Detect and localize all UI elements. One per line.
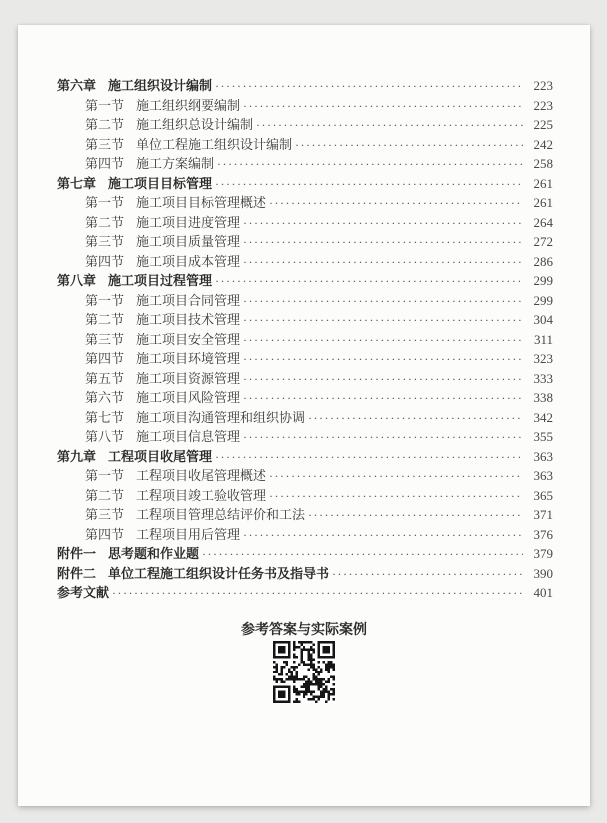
dot-leader (243, 214, 523, 234)
toc-entry-title: 施工项目目标管理概述 (136, 195, 267, 210)
toc-entry-title: 施工项目过程管理 (108, 273, 213, 288)
dot-leader (269, 487, 523, 507)
toc-entry-number: 第七章 (57, 175, 97, 191)
dot-leader (112, 584, 523, 604)
toc-entry-page: 223 (533, 78, 553, 93)
toc-entry-page: 376 (533, 526, 553, 542)
toc-entry-title: 工程项目用后管理 (136, 526, 241, 542)
toc-entry-title: 施工项目质量管理 (136, 234, 241, 249)
answers-section-heading: 参考答案与实际案例 (241, 620, 367, 637)
toc-entry (57, 447, 553, 467)
toc-entry-number: 第一节 (85, 195, 125, 210)
toc-entry (57, 583, 553, 603)
toc-entry-title: 施工项目信息管理 (136, 429, 241, 444)
toc-entry (57, 408, 553, 428)
toc-entry-page: 365 (533, 487, 553, 503)
toc-entry-page: 225 (533, 117, 553, 132)
dot-leader (332, 565, 523, 585)
toc-entry-title: 施工项目环境管理 (136, 351, 241, 366)
toc-entry-page: 242 (533, 136, 553, 152)
toc-entry-page: 371 (533, 507, 553, 522)
toc-entry-page: 379 (533, 546, 553, 561)
dot-leader (243, 311, 523, 331)
toc-entry (57, 213, 553, 233)
dot-leader (243, 253, 523, 273)
dot-leader (308, 506, 523, 526)
dot-leader (308, 409, 523, 429)
toc-entry-title: 施工项目安全管理 (136, 331, 241, 347)
toc-entry (57, 310, 553, 330)
toc-entry-page: 363 (533, 468, 553, 483)
toc-entry-title: 工程项目管理总结评价和工法 (136, 507, 306, 522)
toc-entry-number: 第四节 (85, 351, 125, 366)
toc-entry (57, 330, 553, 350)
toc-entry-number: 第二节 (85, 117, 125, 132)
toc-entry-title: 单位工程施工组织设计任务书及指导书 (108, 565, 330, 581)
toc-entry-page: 355 (533, 429, 553, 444)
dot-leader (215, 448, 523, 468)
toc-entry (57, 135, 553, 155)
toc-entry-number: 第五节 (85, 370, 125, 386)
toc-entry (57, 544, 553, 564)
dot-leader (217, 155, 523, 175)
toc-entry-page: 401 (533, 585, 553, 600)
toc-entry-number: 第六节 (85, 390, 125, 405)
toc-entry (57, 369, 553, 389)
toc-entry-page: 299 (533, 273, 553, 288)
dot-leader (243, 389, 523, 409)
toc-entry-number: 附件二 (57, 565, 97, 581)
toc-entry-number: 第三节 (85, 507, 125, 522)
toc-entry (57, 232, 553, 252)
dot-leader (202, 545, 523, 565)
toc-entry (57, 252, 553, 272)
toc-entry-title: 施工组织总设计编制 (136, 117, 254, 132)
toc-entry-title: 施工项目风险管理 (136, 390, 241, 405)
dot-leader (243, 97, 523, 117)
toc-entry-number: 第八节 (85, 429, 125, 444)
toc-entry (57, 154, 553, 174)
toc-entry-page: 311 (533, 331, 553, 347)
toc-entry-number: 第一节 (85, 468, 125, 483)
toc-entry-page: 390 (533, 565, 553, 581)
toc-entry-title: 工程项目收尾管理 (108, 448, 213, 464)
dot-leader (215, 272, 523, 292)
dot-leader (243, 331, 523, 351)
toc-entry (57, 271, 553, 291)
dot-leader (243, 350, 523, 370)
dot-leader (215, 77, 523, 97)
toc-entry-title: 工程项目收尾管理概述 (136, 468, 267, 483)
toc-entry-number: 第一节 (85, 292, 125, 308)
toc-entry-number: 第八章 (57, 273, 97, 288)
toc-entry-number: 附件一 (57, 546, 97, 561)
toc-entry-page: 338 (533, 390, 553, 405)
toc-entry (57, 193, 553, 213)
toc-entry (57, 96, 553, 116)
toc-entry-number: 第七节 (85, 409, 125, 425)
dot-leader (215, 175, 523, 195)
toc-entry-title: 施工项目资源管理 (136, 370, 241, 386)
toc-entry-page: 363 (533, 448, 553, 464)
toc-entry-number: 第四节 (85, 526, 125, 542)
dot-leader (243, 370, 523, 390)
toc-entry-number: 第四节 (85, 156, 125, 171)
toc-entry-number: 第二节 (85, 487, 125, 503)
toc-entry (57, 466, 553, 486)
toc-entry-page: 258 (533, 156, 553, 171)
dot-leader (256, 116, 523, 136)
toc-entry-title: 施工项目成本管理 (136, 253, 241, 269)
toc-entry-title: 施工项目目标管理 (108, 175, 213, 191)
toc-entry (57, 349, 553, 369)
toc-entry-title: 施工项目合同管理 (136, 292, 241, 308)
toc-entry (57, 388, 553, 408)
toc-entry-number: 第三节 (85, 136, 125, 152)
toc-entry-number: 第二节 (85, 214, 125, 230)
toc-entry-page: 286 (533, 253, 553, 269)
toc-entry-page: 272 (533, 234, 553, 249)
qr-code-icon (273, 641, 335, 703)
toc-entry (57, 486, 553, 506)
toc-entry-number: 第三节 (85, 331, 125, 347)
toc-entry-title: 工程项目竣工验收管理 (136, 487, 267, 503)
dot-leader (269, 194, 523, 214)
toc-entry-number: 第四节 (85, 253, 125, 269)
toc-entry-page: 333 (533, 370, 553, 386)
toc-entry-title: 施工项目沟通管理和组织协调 (136, 409, 306, 425)
toc-entry-title: 施工项目技术管理 (136, 312, 241, 327)
toc-entry-title: 施工组织设计编制 (108, 78, 213, 93)
toc-entry-page: 304 (533, 312, 553, 327)
toc-entry-page: 264 (533, 214, 553, 230)
dot-leader (295, 136, 523, 156)
toc-entry-number: 第一节 (85, 97, 125, 113)
toc-entry (57, 564, 553, 584)
toc-entry (57, 174, 553, 194)
toc-entry-title: 思考题和作业题 (108, 546, 200, 561)
toc-entry-title: 单位工程施工组织设计编制 (136, 136, 293, 152)
dot-leader (269, 467, 523, 487)
toc-entry (57, 427, 553, 447)
book-page (18, 25, 590, 806)
toc-entry (57, 525, 553, 545)
table-of-contents (18, 25, 590, 603)
toc-entry-page: 323 (533, 351, 553, 366)
toc-entry-title: 施工组织纲要编制 (136, 97, 241, 113)
toc-entry-number: 第二节 (85, 312, 125, 327)
toc-entry-page: 261 (533, 195, 553, 210)
toc-entry-number: 第三节 (85, 234, 125, 249)
toc-entry (57, 505, 553, 525)
toc-entry-page: 261 (533, 175, 553, 191)
toc-entry-title: 参考文献 (57, 585, 110, 600)
toc-entry-page: 299 (533, 292, 553, 308)
toc-entry (57, 76, 553, 96)
toc-entry-title: 施工方案编制 (136, 156, 215, 171)
toc-entry-page: 342 (533, 409, 553, 425)
toc-entry-number: 第六章 (57, 78, 97, 93)
toc-entry-page: 223 (533, 97, 553, 113)
dot-leader (243, 526, 523, 546)
toc-entry (57, 291, 553, 311)
dot-leader (243, 428, 523, 448)
toc-entry-title: 施工项目进度管理 (136, 214, 241, 230)
toc-entry (57, 115, 553, 135)
qr-code-container (18, 641, 590, 703)
toc-entry-number: 第九章 (57, 448, 97, 464)
dot-leader (243, 292, 523, 312)
dot-leader (243, 233, 523, 253)
